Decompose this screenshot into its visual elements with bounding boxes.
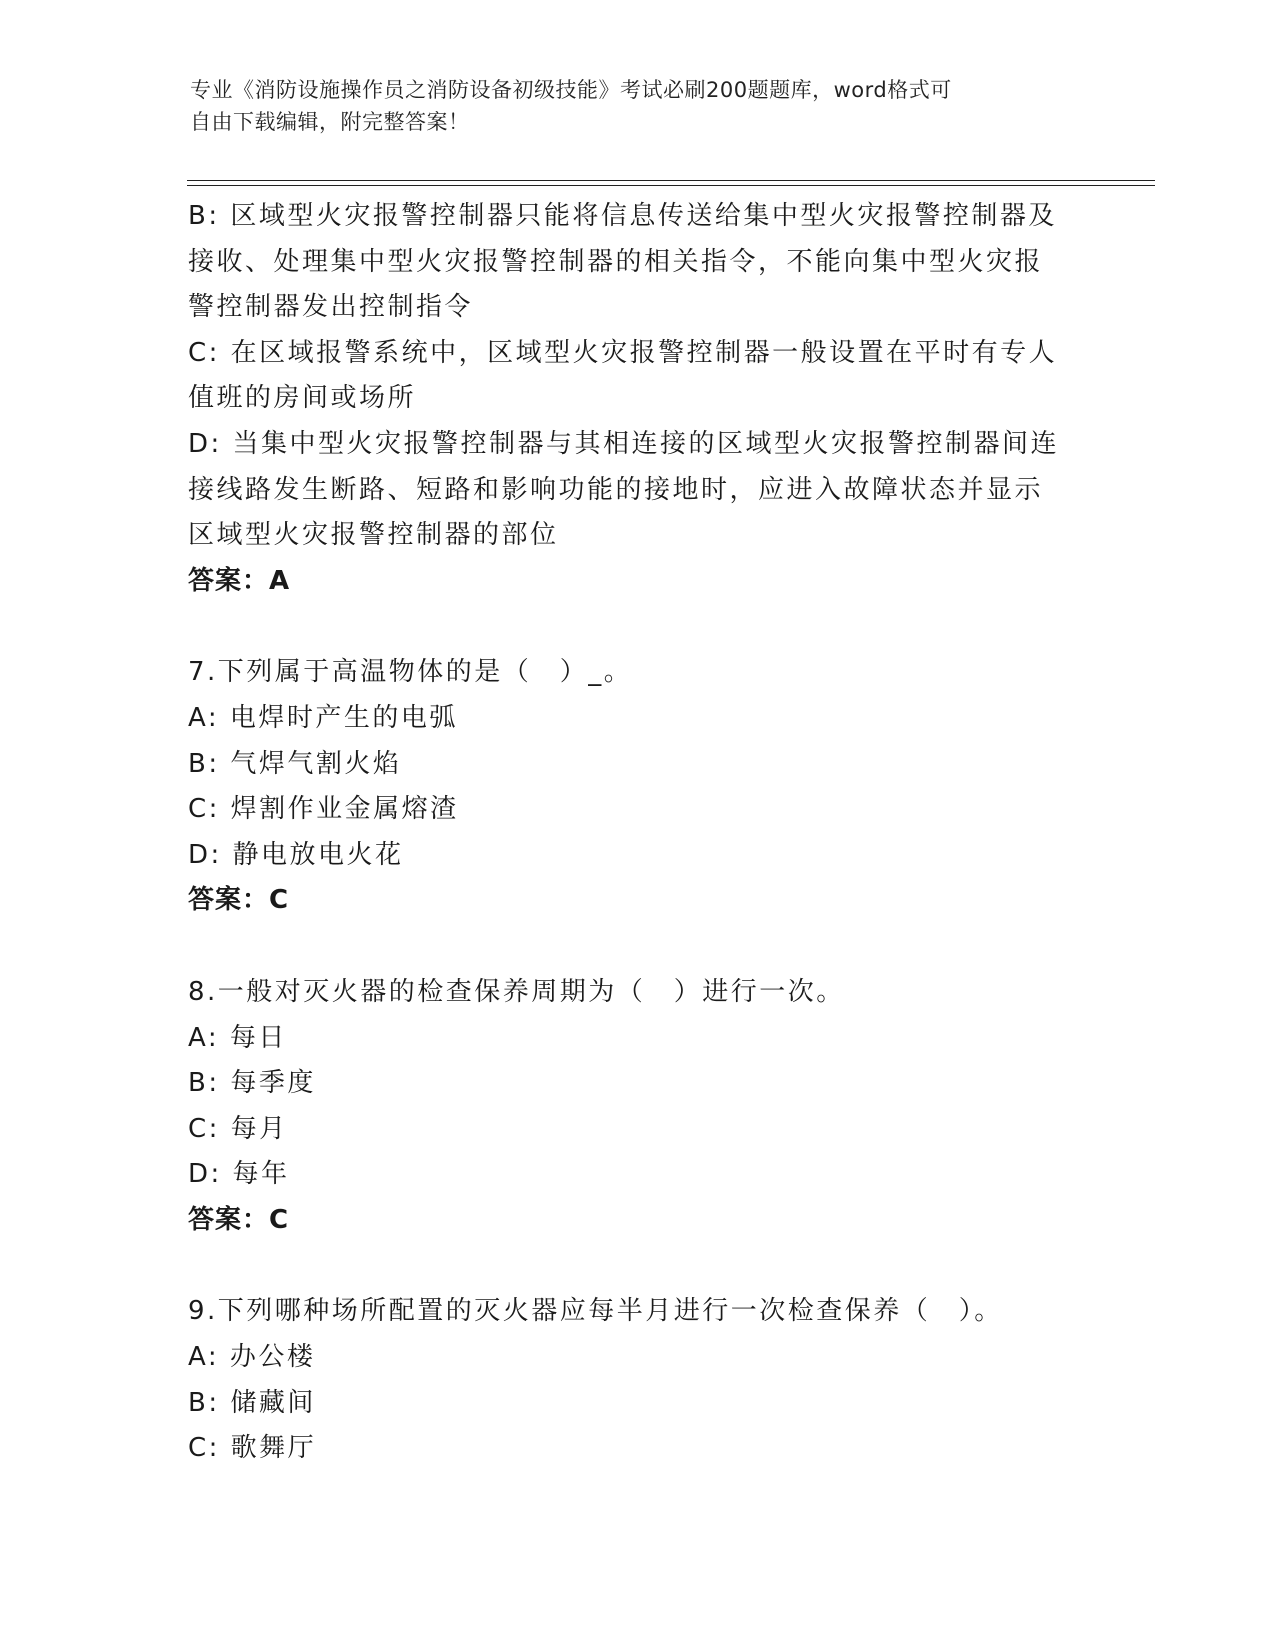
option-a: A: 办公楼 — [188, 1342, 316, 1373]
document-body — [188, 194, 1088, 1472]
question-stem: 9.下列哪种场所配置的灭火器应每半月进行一次检查保养（ ）。 — [188, 1296, 1003, 1327]
document-header — [190, 74, 1070, 138]
option-line: 值班的房间或场所 — [188, 383, 417, 414]
header-divider-top — [187, 180, 1155, 181]
answer-line: 答案：A — [188, 565, 291, 596]
header-divider-bottom — [187, 185, 1155, 186]
header-line-1: 专业《消防设施操作员之消防设备初级技能》考试必刷200题题库，word格式可 — [190, 78, 952, 102]
answer-line: 答案：C — [188, 885, 290, 916]
option-line: D: 当集中型火灾报警控制器与其相连接的区域型火灾报警控制器间连 — [188, 428, 1060, 459]
previous-question-options — [188, 194, 1088, 604]
option-line: 区域型火灾报警控制器的部位 — [188, 520, 559, 551]
option-b: B: 气焊气割火焰 — [188, 748, 402, 779]
option-c: C: 歌舞厅 — [188, 1433, 317, 1464]
question-stem: 8.一般对灭火器的检查保养周期为（ ）进行一次。 — [188, 976, 845, 1007]
option-b: B: 每季度 — [188, 1068, 316, 1099]
option-line: 接收、处理集中型火灾报警控制器的相关指令，不能向集中型火灾报 — [188, 246, 1044, 277]
question-8 — [188, 970, 1088, 1244]
question-7 — [188, 650, 1088, 924]
spacer — [188, 1243, 1088, 1289]
option-c: C: 焊割作业金属熔渣 — [188, 794, 459, 825]
option-line: B: 区域型火灾报警控制器只能将信息传送给集中型火灾报警控制器及 — [188, 201, 1057, 231]
option-a: A: 每日 — [188, 1022, 287, 1053]
answer-line: 答案：C — [188, 1204, 290, 1235]
question-stem: 7.下列属于高温物体的是（ ）_。 — [188, 657, 633, 688]
option-d: D: 静电放电火花 — [188, 839, 404, 870]
option-b: B: 储藏间 — [188, 1387, 316, 1418]
option-line: C: 在区域报警系统中，区域型火灾报警控制器一般设置在平时有专人 — [188, 337, 1058, 368]
spacer — [188, 604, 1088, 650]
option-a: A: 电焊时产生的电弧 — [188, 702, 458, 733]
question-9 — [188, 1289, 1088, 1471]
option-line: 警控制器发出控制指令 — [188, 292, 474, 323]
option-c: C: 每月 — [188, 1113, 288, 1144]
option-line: 接线路发生断路、短路和影响功能的接地时，应进入故障状态并显示 — [188, 474, 1044, 505]
spacer — [188, 924, 1088, 970]
header-line-2: 自由下载编辑，附完整答案！ — [190, 110, 470, 134]
option-d: D: 每年 — [188, 1159, 290, 1190]
